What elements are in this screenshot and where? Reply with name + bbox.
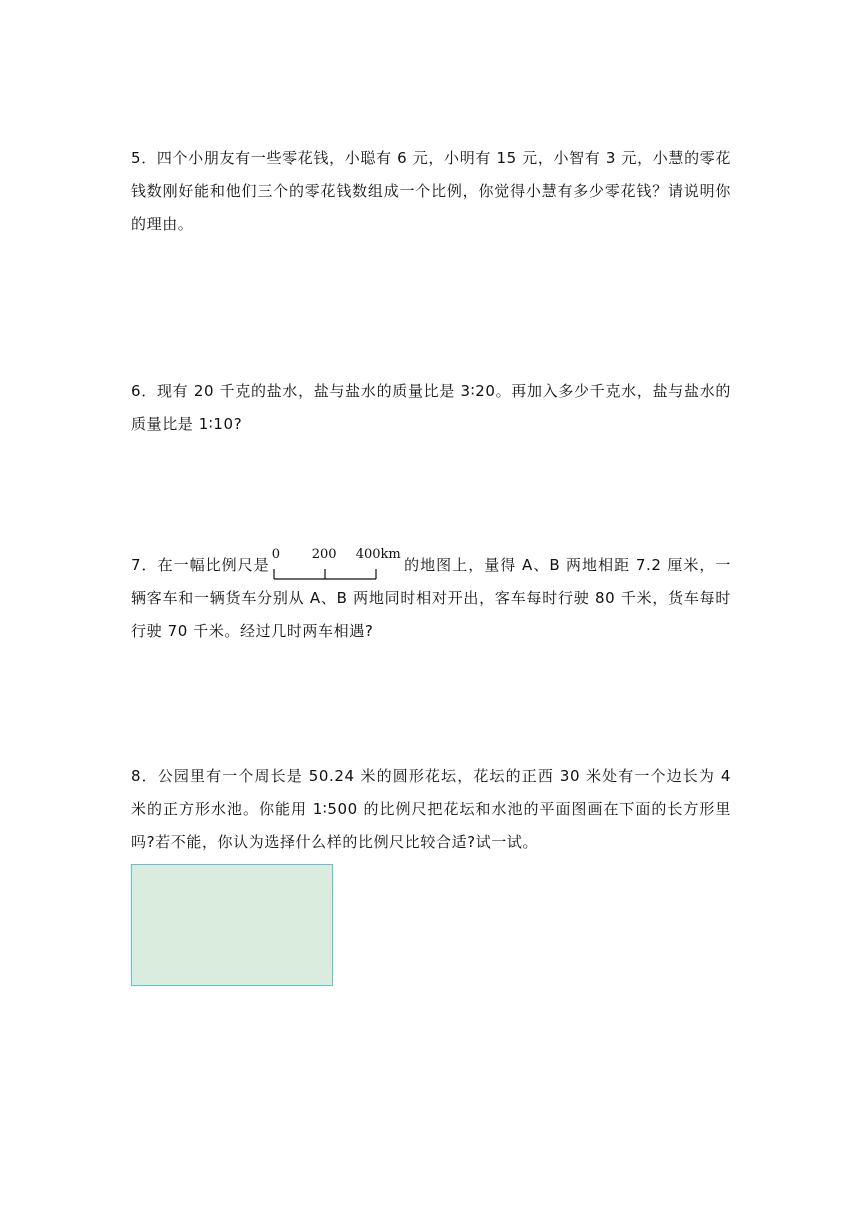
problem-7-text-after: 的地图上，量得 A、B 两地相距 7.2 厘米，一辆客车和一辆货车分别从 A、B 两地同时相对开出，客车每时行驶 80 千米，货车每时行驶 70 千米。经过几时两车相遇?: [131, 556, 731, 640]
problem-5-text: 5．四个小朋友有一些零花钱，小聪有 6 元，小明有 15 元，小智有 3 元，小慧的零花钱数刚好能和他们三个的零花钱数组成一个比例，你觉得小慧有多少零花钱？请说明你的理由。: [131, 149, 731, 233]
scale-label-200: 200: [311, 546, 337, 562]
problem-7-text-before: 7．在一幅比例尺是: [131, 556, 270, 574]
map-scale-bar: [271, 546, 402, 581]
problem-7-text: [131, 546, 731, 648]
scale-label-0: 0: [271, 546, 280, 562]
problem-7: [131, 546, 731, 648]
problem-8: [131, 760, 731, 859]
scale-bar-line: [272, 551, 402, 581]
drawing-rectangle[interactable]: [131, 864, 333, 986]
problem-8-text: 8．公园里有一个周长是 50.24 米的圆形花坛，花坛的正西 30 米处有一个边长为 4 米的正方形水池。你能用 1∶500 的比例尺把花坛和水池的平面图画在下面的长方形里吗?若不能，你认为选择什么样的比例尺比较合适?试一试。: [131, 767, 731, 851]
problem-5: [131, 142, 731, 241]
scale-label-400km: 400km: [355, 546, 401, 562]
problem-6: [131, 375, 731, 441]
problem-6-text: 6．现有 20 千克的盐水，盐与盐水的质量比是 3∶20。再加入多少千克水，盐与盐水的质量比是 1∶10?: [131, 382, 731, 433]
